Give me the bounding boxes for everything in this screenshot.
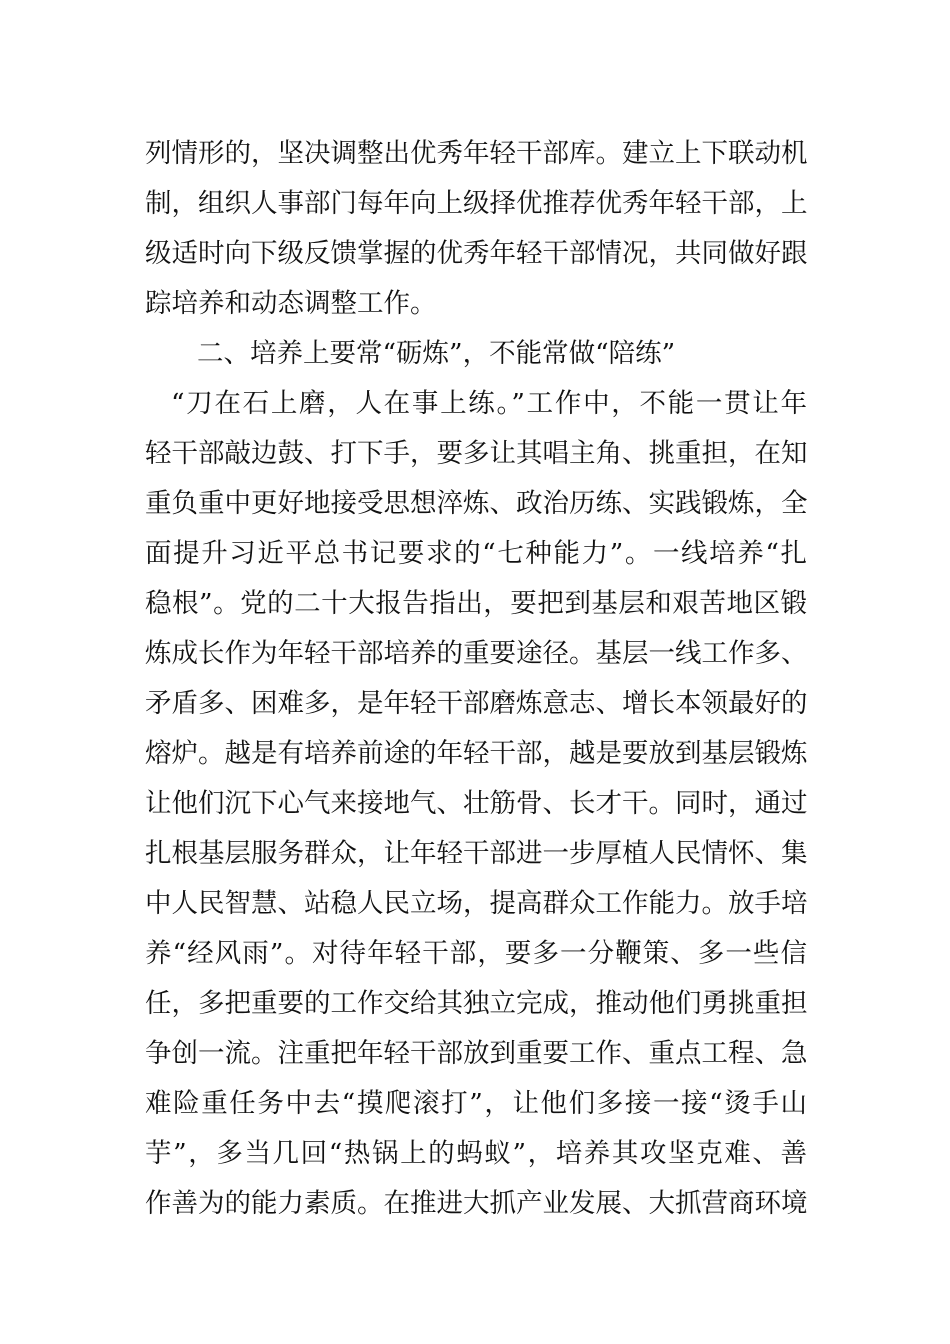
paragraph-line-20: 难险重任务中去“摸爬滚打”，让他们多接一接“烫手山 (145, 1088, 807, 1119)
paragraph-line-7: 轻干部敲边鼓、打下手，要多让其唱主角、挑重担，在知 (145, 438, 807, 469)
paragraph-line-14: 让他们沉下心气来接地气、壮筋骨、长才干。同时，通过 (145, 788, 807, 819)
paragraph-line-10: 稳根”。党的二十大报告指出，要把到基层和艰苦地区锻 (145, 588, 807, 619)
paragraph-line-11: 炼成长作为年轻干部培养的重要途径。基层一线工作多、 (145, 638, 807, 669)
paragraph-line-2: 制，组织人事部门每年向上级择优推荐优秀年轻干部，上 (145, 188, 807, 219)
paragraph-line-1: 列情形的，坚决调整出优秀年轻干部库。建立上下联动机 (145, 138, 807, 169)
paragraph-line-13: 熔炉。越是有培养前途的年轻干部，越是要放到基层锻炼 (145, 738, 807, 769)
paragraph-line-15: 扎根基层服务群众，让年轻干部进一步厚植人民情怀、集 (145, 838, 807, 869)
paragraph-line-22: 作善为的能力素质。在推进大抓产业发展、大抓营商环境 (145, 1188, 807, 1219)
paragraph-line-3: 级适时向下级反馈掌握的优秀年轻干部情况，共同做好跟 (145, 238, 807, 269)
paragraph-line-9: 面提升习近平总书记要求的“七种能力”。一线培养“扎 (145, 538, 807, 569)
paragraph-line-6: “刀在石上磨，人在事上练。”工作中，不能一贯让年 (171, 388, 807, 419)
paragraph-line-18: 任，多把重要的工作交给其独立完成，推动他们勇挑重担 (145, 988, 807, 1019)
paragraph-line-19: 争创一流。注重把年轻干部放到重要工作、重点工程、急 (145, 1038, 807, 1069)
paragraph-line-17: 养“经风雨”。对待年轻干部，要多一分鞭策、多一些信 (145, 938, 807, 969)
section-heading: 二、培养上要常“砺炼”，不能常做“陪练” (197, 338, 676, 369)
paragraph-line-12: 矛盾多、困难多，是年轻干部磨炼意志、增长本领最好的 (145, 688, 807, 719)
paragraph-line-21: 芋”，多当几回“热锅上的蚂蚁”，培养其攻坚克难、善 (145, 1138, 807, 1169)
paragraph-line-8: 重负重中更好地接受思想淬炼、政治历练、实践锻炼，全 (145, 488, 807, 519)
paragraph-line-4: 踪培养和动态调整工作。 (145, 288, 437, 319)
paragraph-line-16: 中人民智慧、站稳人民立场，提高群众工作能力。放手培 (145, 888, 807, 919)
